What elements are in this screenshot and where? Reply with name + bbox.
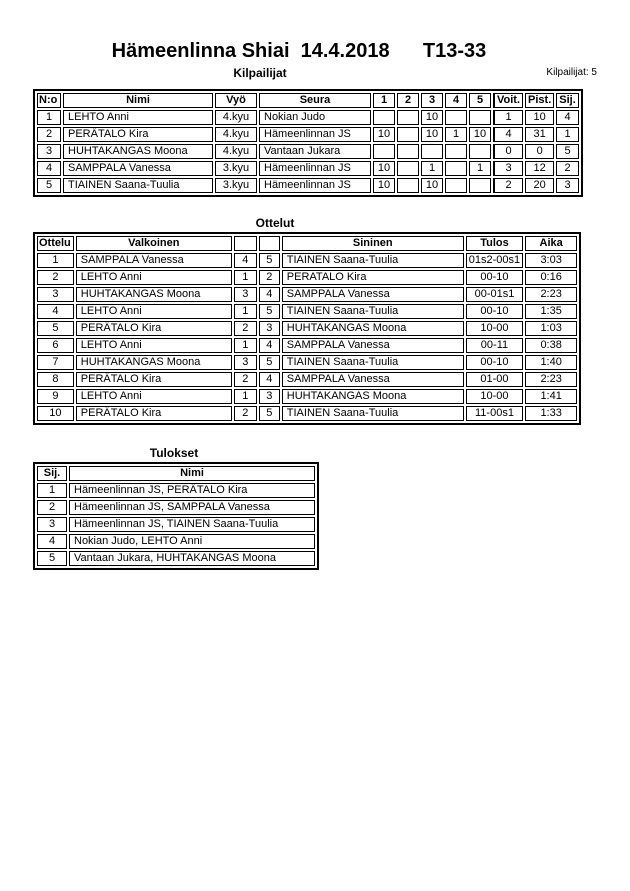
score-cell: 1 — [421, 161, 443, 176]
match-number-cell: 3 — [37, 287, 74, 302]
score-cell — [397, 144, 419, 159]
results-header-row — [37, 466, 315, 481]
result-place-cell: 3 — [37, 517, 67, 532]
result-cell: 10-00 — [466, 321, 523, 336]
score-cell — [469, 110, 491, 125]
blue-number-cell: 5 — [259, 406, 280, 421]
competitor-club-cell: Hämeenlinnan JS — [259, 178, 371, 193]
score-cell: 10 — [421, 178, 443, 193]
place-cell: 1 — [556, 127, 579, 142]
col-header-points: Pist. — [525, 93, 554, 108]
score-cell — [397, 178, 419, 193]
points-cell: 12 — [525, 161, 554, 176]
wins-cell: 0 — [493, 144, 523, 159]
match-row — [37, 270, 577, 285]
time-cell: 1:03 — [525, 321, 577, 336]
competitor-row — [37, 144, 579, 159]
white-number-cell: 1 — [234, 338, 257, 353]
blue-player-cell: HUHTAKANGAS Moona — [282, 389, 464, 404]
result-cell: 00-10 — [466, 304, 523, 319]
time-cell: 1:41 — [525, 389, 577, 404]
match-row — [37, 253, 577, 268]
blue-number-cell: 5 — [259, 253, 280, 268]
matches-header-row — [37, 236, 577, 251]
result-name-cell: Hämeenlinnan JS, SAMPPALA Vanessa — [69, 500, 315, 515]
score-cell: 1 — [445, 127, 467, 142]
score-cell — [373, 144, 395, 159]
competitor-number-cell: 2 — [37, 127, 61, 142]
result-cell: 01s2-00s1 — [466, 253, 523, 268]
competitor-number-cell: 4 — [37, 161, 61, 176]
blue-player-cell: HUHTAKANGAS Moona — [282, 321, 464, 336]
score-cell — [469, 144, 491, 159]
competitor-belt-cell: 4.kyu — [215, 127, 257, 142]
col-header-no: N:o — [37, 93, 61, 108]
score-cell — [445, 110, 467, 125]
competitor-number-cell: 5 — [37, 178, 61, 193]
result-cell: 00-01s1 — [466, 287, 523, 302]
result-row — [37, 534, 315, 549]
blue-number-cell: 4 — [259, 372, 280, 387]
place-cell: 5 — [556, 144, 579, 159]
time-cell: 2:23 — [525, 287, 577, 302]
col-header-result-name: Nimi — [69, 466, 315, 481]
score-cell — [445, 144, 467, 159]
score-cell — [397, 110, 419, 125]
matches-table — [33, 232, 581, 425]
result-cell: 10-00 — [466, 389, 523, 404]
blue-player-cell: TIAINEN Saana-Tuulia — [282, 406, 464, 421]
blue-player-cell: TIAINEN Saana-Tuulia — [282, 304, 464, 319]
competitors-section-title: Kilpailijat — [233, 66, 287, 80]
white-number-cell: 1 — [234, 389, 257, 404]
result-cell: 01-00 — [466, 372, 523, 387]
results-table — [33, 462, 319, 570]
wins-cell: 2 — [493, 178, 523, 193]
match-number-cell: 4 — [37, 304, 74, 319]
white-number-cell: 4 — [234, 253, 257, 268]
white-number-cell: 3 — [234, 355, 257, 370]
blue-number-cell: 4 — [259, 338, 280, 353]
col-header-wins: Voit. — [493, 93, 523, 108]
competitor-name-cell: HUHTAKANGAS Moona — [63, 144, 213, 159]
score-cell: 10 — [373, 161, 395, 176]
wins-cell: 1 — [493, 110, 523, 125]
points-cell: 0 — [525, 144, 554, 159]
result-place-cell: 1 — [37, 483, 67, 498]
wins-cell: 4 — [493, 127, 523, 142]
results-section-title: Tulokset — [149, 446, 199, 460]
competitor-club-cell: Nokian Judo — [259, 110, 371, 125]
time-cell: 1:35 — [525, 304, 577, 319]
result-name-cell: Nokian Judo, LEHTO Anni — [69, 534, 315, 549]
score-cell: 10 — [469, 127, 491, 142]
col-header-1: 1 — [373, 93, 395, 108]
result-cell: 00-10 — [466, 355, 523, 370]
match-row — [37, 355, 577, 370]
score-cell: 1 — [469, 161, 491, 176]
col-header-result: Tulos — [466, 236, 523, 251]
match-number-cell: 2 — [37, 270, 74, 285]
blue-number-cell: 5 — [259, 304, 280, 319]
col-header-name: Nimi — [63, 93, 213, 108]
white-number-cell: 2 — [234, 406, 257, 421]
match-row — [37, 287, 577, 302]
time-cell: 0:16 — [525, 270, 577, 285]
place-cell: 3 — [556, 178, 579, 193]
blue-number-cell: 3 — [259, 389, 280, 404]
col-header-blue: Sininen — [282, 236, 464, 251]
competitors-header-row — [37, 93, 579, 108]
match-row — [37, 321, 577, 336]
blue-player-cell: TIAINEN Saana-Tuulia — [282, 355, 464, 370]
result-row — [37, 500, 315, 515]
white-player-cell: HUHTAKANGAS Moona — [76, 355, 232, 370]
blue-player-cell: SAMPPALA Vanessa — [282, 287, 464, 302]
competitor-number-cell: 3 — [37, 144, 61, 159]
col-header-white-number — [234, 236, 257, 251]
col-header-match-no: Ottelu — [37, 236, 74, 251]
points-cell: 10 — [525, 110, 554, 125]
col-header-white: Valkoinen — [76, 236, 232, 251]
competitor-belt-cell: 3.kyu — [215, 161, 257, 176]
match-number-cell: 9 — [37, 389, 74, 404]
competitor-belt-cell: 4.kyu — [215, 144, 257, 159]
match-number-cell: 8 — [37, 372, 74, 387]
white-player-cell: PERÄTALO Kira — [76, 321, 232, 336]
score-cell: 10 — [373, 127, 395, 142]
blue-number-cell: 3 — [259, 321, 280, 336]
match-row — [37, 304, 577, 319]
blue-number-cell: 5 — [259, 355, 280, 370]
result-cell: 00-10 — [466, 270, 523, 285]
blue-player-cell: SAMPPALA Vanessa — [282, 372, 464, 387]
competitor-name-cell: PERÄTALO Kira — [63, 127, 213, 142]
white-player-cell: PERÄTALO Kira — [76, 372, 232, 387]
score-cell — [397, 127, 419, 142]
score-cell — [397, 161, 419, 176]
competitor-club-cell: Hämeenlinnan JS — [259, 127, 371, 142]
result-name-cell: Hämeenlinnan JS, PERÄTALO Kira — [69, 483, 315, 498]
match-number-cell: 1 — [37, 253, 74, 268]
result-name-cell: Hämeenlinnan JS, TIAINEN Saana-Tuulia — [69, 517, 315, 532]
blue-player-cell: SAMPPALA Vanessa — [282, 338, 464, 353]
time-cell: 2:23 — [525, 372, 577, 387]
score-cell — [445, 161, 467, 176]
wins-cell: 3 — [493, 161, 523, 176]
page-title: Hämeenlinna Shiai 14.4.2018 T13-33 — [111, 40, 487, 62]
result-row — [37, 517, 315, 532]
col-header-club: Seura — [259, 93, 371, 108]
col-header-result-place: Sij. — [37, 466, 67, 481]
col-header-time: Aika — [525, 236, 577, 251]
competitor-count: Kilpailijat: 5 — [546, 67, 597, 78]
col-header-5: 5 — [469, 93, 491, 108]
competitor-belt-cell: 3.kyu — [215, 178, 257, 193]
white-player-cell: LEHTO Anni — [76, 389, 232, 404]
competitor-name-cell: LEHTO Anni — [63, 110, 213, 125]
time-cell: 1:40 — [525, 355, 577, 370]
score-cell: 10 — [421, 127, 443, 142]
col-header-blue-number — [259, 236, 280, 251]
competitor-row — [37, 110, 579, 125]
white-player-cell: LEHTO Anni — [76, 270, 232, 285]
score-cell — [469, 178, 491, 193]
match-number-cell: 7 — [37, 355, 74, 370]
col-header-4: 4 — [445, 93, 467, 108]
match-row — [37, 406, 577, 421]
match-number-cell: 10 — [37, 406, 74, 421]
score-cell — [373, 110, 395, 125]
competitor-name-cell: SAMPPALA Vanessa — [63, 161, 213, 176]
white-number-cell: 2 — [234, 372, 257, 387]
result-row — [37, 551, 315, 566]
score-cell: 10 — [373, 178, 395, 193]
white-player-cell: LEHTO Anni — [76, 338, 232, 353]
col-header-2: 2 — [397, 93, 419, 108]
col-header-place: Sij. — [556, 93, 579, 108]
blue-number-cell: 2 — [259, 270, 280, 285]
col-header-belt: Vyö — [215, 93, 257, 108]
competitor-club-cell: Vantaan Jukara — [259, 144, 371, 159]
result-cell: 11-00s1 — [466, 406, 523, 421]
blue-number-cell: 4 — [259, 287, 280, 302]
competitor-number-cell: 1 — [37, 110, 61, 125]
competitors-table — [33, 89, 583, 197]
score-cell — [421, 144, 443, 159]
white-player-cell: SAMPPALA Vanessa — [76, 253, 232, 268]
competitor-row — [37, 127, 579, 142]
match-row — [37, 338, 577, 353]
competitor-belt-cell: 4.kyu — [215, 110, 257, 125]
match-number-cell: 6 — [37, 338, 74, 353]
result-place-cell: 5 — [37, 551, 67, 566]
result-name-cell: Vantaan Jukara, HUHTAKANGAS Moona — [69, 551, 315, 566]
col-header-3: 3 — [421, 93, 443, 108]
blue-player-cell: PERATALO Kira — [282, 270, 464, 285]
competitor-club-cell: Hämeenlinnan JS — [259, 161, 371, 176]
time-cell: 0:38 — [525, 338, 577, 353]
white-player-cell: HUHTAKANGAS Moona — [76, 287, 232, 302]
score-cell: 10 — [421, 110, 443, 125]
result-row — [37, 483, 315, 498]
white-number-cell: 2 — [234, 321, 257, 336]
white-player-cell: PERÄTALO Kira — [76, 406, 232, 421]
competitor-name-cell: TIAINEN Saana-Tuulia — [63, 178, 213, 193]
time-cell: 1:33 — [525, 406, 577, 421]
points-cell: 31 — [525, 127, 554, 142]
match-row — [37, 389, 577, 404]
competitor-row — [37, 178, 579, 193]
white-player-cell: LEHTO Anni — [76, 304, 232, 319]
match-row — [37, 372, 577, 387]
match-number-cell: 5 — [37, 321, 74, 336]
time-cell: 3:03 — [525, 253, 577, 268]
blue-player-cell: TIAINEN Saana-Tuulia — [282, 253, 464, 268]
result-cell: 00-11 — [466, 338, 523, 353]
result-place-cell: 4 — [37, 534, 67, 549]
points-cell: 20 — [525, 178, 554, 193]
place-cell: 2 — [556, 161, 579, 176]
matches-section-title: Ottelut — [255, 216, 295, 230]
white-number-cell: 1 — [234, 304, 257, 319]
place-cell: 4 — [556, 110, 579, 125]
score-cell — [445, 178, 467, 193]
competitor-row — [37, 161, 579, 176]
white-number-cell: 3 — [234, 287, 257, 302]
result-place-cell: 2 — [37, 500, 67, 515]
white-number-cell: 1 — [234, 270, 257, 285]
